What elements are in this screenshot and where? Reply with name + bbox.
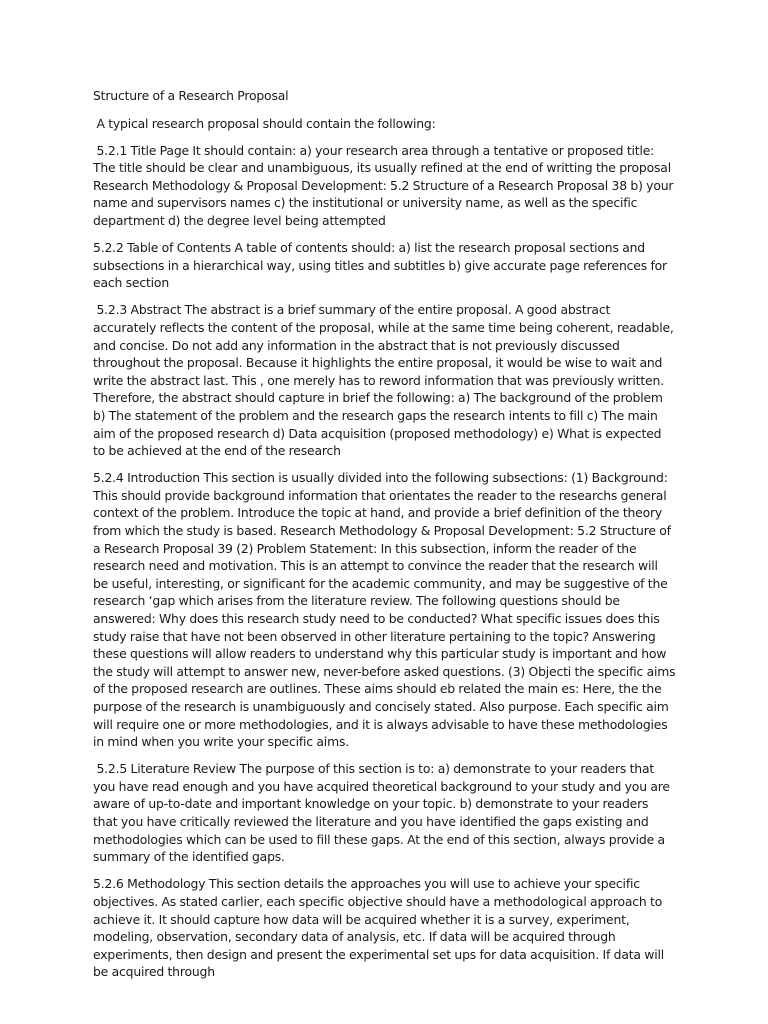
paragraph-literature-review: 5.2.5 Literature Review The purpose of this section is to: a) demonstrate to your readers that you have read enough and you have acquired theoretical background to your study and you are aware of up-to-date and important knowledge on your topic. b) demonstrate to your readers that you have critically reviewed the literature and you have identified the gaps existing and methodologies which can be used to fill these gaps. At the end of this section, always provide a summary of the identified gaps. bbox=[93, 761, 674, 865]
paragraph-intro: A typical research proposal should contain the following: bbox=[93, 115, 436, 131]
paragraph-introduction: 5.2.4 Introduction This section is usually divided into the following subsections: (1) Background: This should provide background information that orientates the reader to the researchs general context of the problem. Introduce the topic at hand, and provide a brief definition of the theory from which the study is based. Research Methodology & Proposal Development: 5.2 Structure of a Research Proposal 39 (2) Problem Statement: In this subsection, inform the reader of the research need and motivation. This is an attempt to convince the reader that the research will be useful, interesting, or significant for the academic community, and may be suggestive of the research ‘gap which arises from the literature review. The following questions should be answered: Why does this research study need to be conducted? What specific issues does this study raise that have not been observed in other literature pertaining to the topic? Answering these questions will allow readers to understand why this particular study is important and how the study will attempt to answer new, never-before asked questions. (3) Objecti the specific aims of the proposed research are outlines. These aims should eb related the main es: Here, the the purpose of the research is unambiguously and concisely stated. Also purpose. Each specific aim will require one or more methodologies, and it is always advisable to have these methodologies in mind when you write your specific aims. bbox=[93, 470, 679, 750]
paragraph-table-of-contents: 5.2.2 Table of Contents A table of contents should: a) list the research proposal sections and subsections in a hierarchical way, using titles and subtitles b) give accurate page references for each section bbox=[93, 240, 671, 291]
paragraph-abstract: 5.2.3 Abstract The abstract is a brief summary of the entire proposal. A good abstract accurately reflects the content of the proposal, while at the same time being coherent, readable, and concise. Do not add any information in the abstract that is not previously discussed throughout the proposal. Because it highlights the entire proposal, it would be wise to wait and write the abstract last. This , one merely has to reword information that was previously written. Therefore, the abstract should capture in brief the following: a) The background of the problem b) The statement of the problem and the research gaps the research intents to fill c) The main aim of the proposed research d) Data acquisition (proposed methodology) e) What is expected to be achieved at the end of the research bbox=[93, 302, 678, 459]
document-title: Structure of a Research Proposal bbox=[93, 88, 289, 103]
paragraph-methodology: 5.2.6 Methodology This section details the approaches you will use to achieve your specific objectives. As stated carlier, each specific objective should have a methodological approach to achieve it. It should capture how data will be acquired whether it is a survey, experiment, modeling, observation, secondary data of analysis, etc. If data will be acquired through experiments, then design and present the experimental set ups for data acquisition. If data will be acquired through bbox=[93, 876, 668, 980]
paragraph-title-page: 5.2.1 Title Page It should contain: a) your research area through a tentative or proposed title: The title should be clear and unambiguous, its usually refined at the end of writting the proposal Research Methodology & Proposal Development: 5.2 Structure of a Research Proposal 38 b) your name and supervisors names c) the institutional or university name, as well as the specific department d) the degree level being attempted bbox=[93, 142, 677, 229]
